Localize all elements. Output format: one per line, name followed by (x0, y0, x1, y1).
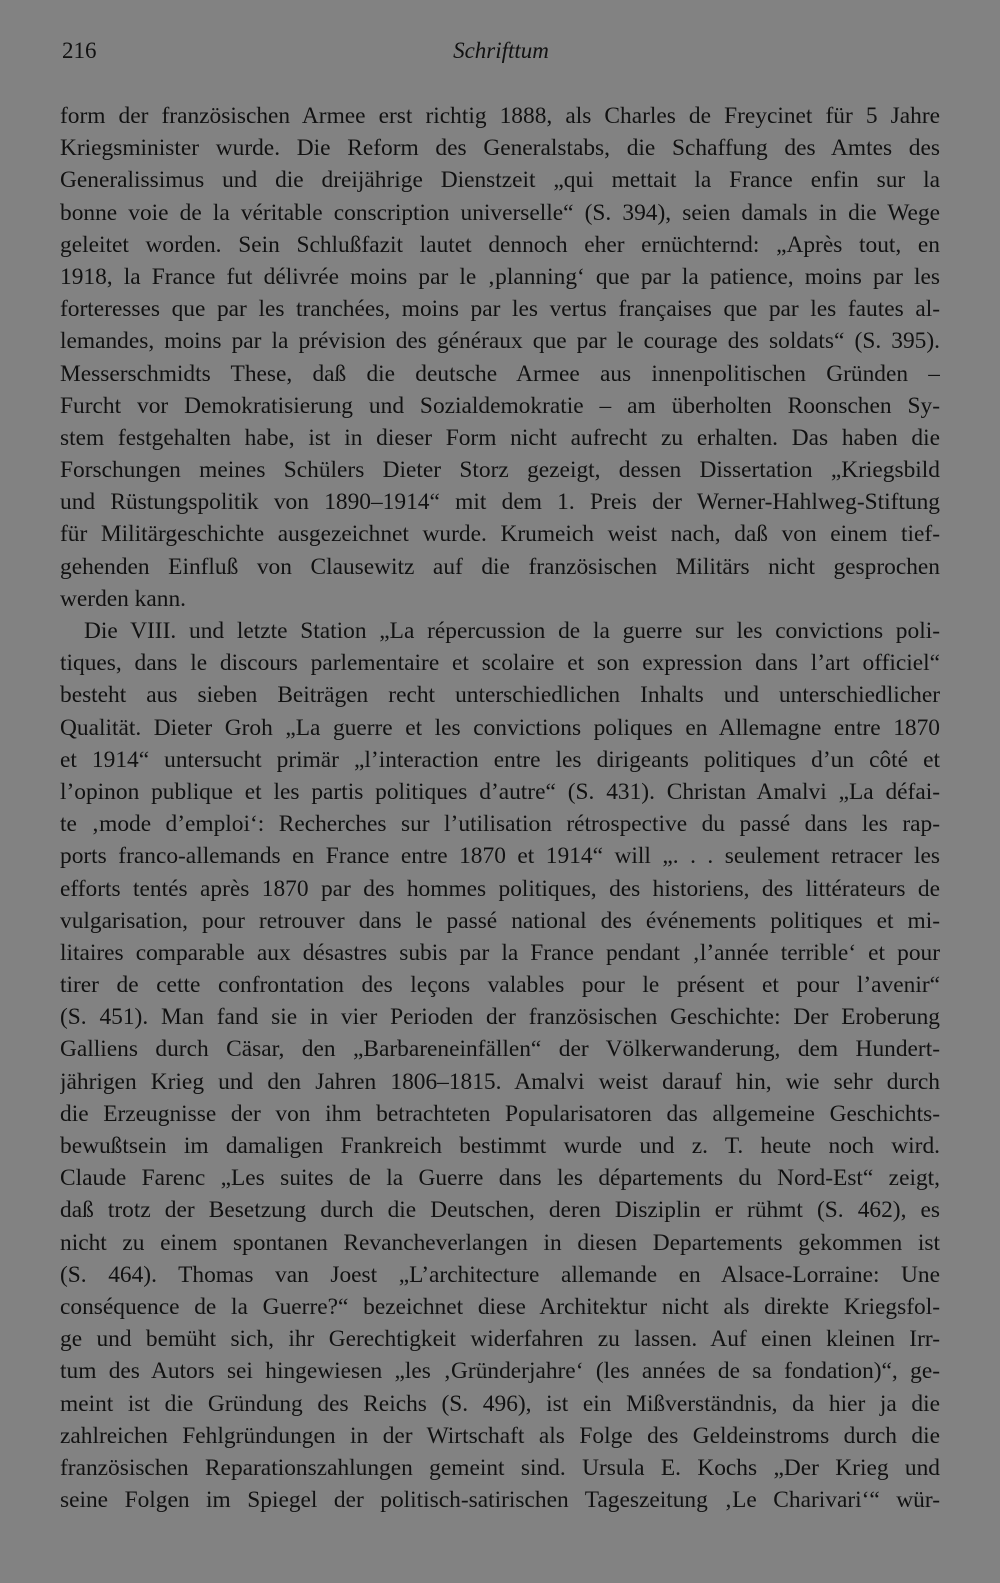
text-line: daß trotz der Besetzung durch die Deutschen, deren Disziplin er rühmt (S. 462), es (60, 1197, 940, 1224)
text-line: tum des Autors sei hingewiesen „les ‚Gründerjahre‘ (les années de sa fondation)“, ge- (60, 1358, 940, 1385)
text-line: Die VIII. und letzte Station „La répercussion de la guerre sur les convictions poli- (84, 618, 940, 644)
body-text (60, 100, 940, 1516)
text-line: meint ist die Gründung des Reichs (S. 496), ist ein Mißverständnis, da hier ja die (60, 1390, 940, 1417)
text-line: nicht zu einem spontanen Revancheverlangen in diesen Departements gekommen ist (60, 1229, 940, 1256)
text-line: tirer de cette confrontation des leçons valables pour le présent et pour l’avenir“ (60, 972, 940, 999)
text-line: seine Folgen im Spiegel der politisch-satirischen Tageszeitung ‚Le Charivari‘“ wür- (60, 1487, 940, 1514)
text-line: für Militärgeschichte ausgezeichnet wurde. Krumeich weist nach, daß von einem tief- (60, 521, 940, 548)
text-line: lemandes, moins par la prévision des généraux que par le courage des soldats“ (S. 395). (60, 328, 940, 355)
text-line: Messerschmidts These, daß die deutsche Armee aus innenpolitischen Gründen – (60, 360, 940, 387)
text-line: französischen Reparationszahlungen gemeint sind. Ursula E. Kochs „Der Krieg und (60, 1454, 940, 1481)
text-line: Generalissimus und die dreijährige Dienstzeit „qui mettait la France enfin sur la (60, 167, 940, 194)
text-line: te ‚mode d’emploi‘: Recherches sur l’utilisation rétrospective du passé dans les rap- (60, 811, 940, 838)
text-line: stem festgehalten habe, ist in dieser Form nicht aufrecht zu erhalten. Das haben die (60, 424, 940, 451)
text-line: (S. 451). Man fand sie in vier Perioden der französischen Geschichte: Der Eroberung (60, 1004, 940, 1031)
text-line: jährigen Krieg und den Jahren 1806–1815. Amalvi weist darauf hin, wie sehr durch (60, 1068, 940, 1095)
text-line: gehenden Einfluß von Clausewitz auf die französischen Militärs nicht gesprochen (60, 553, 940, 580)
page-header (62, 38, 940, 72)
text-line: forteresses que par les tranchées, moins par les vertus françaises que par les fautes al- (60, 296, 940, 323)
text-line: Furcht vor Demokratisierung und Sozialdemokratie – am überholten Roonschen Sy- (60, 392, 940, 419)
text-line: bewußtsein im damaligen Frankreich bestimmt wurde und z. T. heute noch wird. (60, 1133, 940, 1159)
text-line: 1918, la France fut délivrée moins par le ‚planning‘ que par la patience, moins par les (60, 263, 940, 290)
text-line: zahlreichen Fehlgründungen in der Wirtschaft als Folge des Geldeinstroms durch die (60, 1422, 940, 1449)
text-line: vulgarisation, pour retrouver dans le passé national des événements politiques et mi- (60, 907, 940, 934)
text-line: ge und bemüht sich, ihr Gerechtigkeit widerfahren zu lassen. Auf einen kleinen Irr- (60, 1326, 940, 1353)
text-line: besteht aus sieben Beiträgen recht unterschiedlichen Inhalts und unterschiedlicher (60, 682, 940, 709)
text-line: tiques, dans le discours parlementaire et scolaire et son expression dans l’art officiel“ (60, 650, 940, 677)
text-line: geleitet worden. Sein Schlußfazit lautet dennoch eher ernüchternd: „Après tout, en (60, 231, 940, 258)
text-line: bonne voie de la véritable conscription universelle“ (S. 394), seien damals in die Wege (60, 199, 940, 226)
text-line: litaires comparable aux désastres subis par la France pendant ‚l’année terrible‘ et pour (60, 939, 940, 966)
text-line: ports franco-allemands en France entre 1870 et 1914“ will „. . . seulement retracer les (60, 843, 940, 870)
text-line: die Erzeugnisse der von ihm betrachteten Popularisatoren das allgemeine Geschichts- (60, 1100, 940, 1127)
text-line: (S. 464). Thomas van Joest „L’architecture allemande en Alsace-Lorraine: Une (60, 1261, 940, 1288)
text-line: efforts tentés après 1870 par des hommes politiques, des historiens, des littérateurs de (60, 875, 940, 902)
text-line: Galliens durch Cäsar, den „Barbareneinfällen“ der Völkerwanderung, dem Hundert- (60, 1036, 940, 1063)
text-line: Claude Farenc „Les suites de la Guerre dans les départements du Nord-Est“ zeigt, (60, 1165, 940, 1192)
text-line: und Rüstungspolitik von 1890–1914“ mit dem 1. Preis der Werner-Hahlweg-Stiftung (60, 489, 940, 516)
text-line: conséquence de la Guerre?“ bezeichnet diese Architektur nicht als direkte Kriegsfol- (60, 1293, 940, 1320)
text-line: Forschungen meines Schülers Dieter Storz gezeigt, dessen Dissertation „Kriegsbild (60, 457, 940, 484)
running-head: Schrifttum (453, 38, 549, 63)
text-line: Kriegsminister wurde. Die Reform des Generalstabs, die Schaffung des Amtes des (60, 135, 940, 162)
page-number: 216 (62, 38, 97, 63)
text-line: et 1914“ untersucht primär „l’interaction entre les dirigeants politiques d’un côté et (60, 746, 940, 773)
text-line: werden kann. (60, 585, 186, 612)
text-line: Qualität. Dieter Groh „La guerre et les convictions poliques en Allemagne entre 1870 (60, 714, 940, 741)
text-line: form der französischen Armee erst richtig 1888, als Charles de Freycinet für 5 Jahre (60, 103, 940, 129)
text-line: l’opinon publique et les partis politiques d’autre“ (S. 431). Christan Amalvi „La défai- (60, 778, 940, 805)
